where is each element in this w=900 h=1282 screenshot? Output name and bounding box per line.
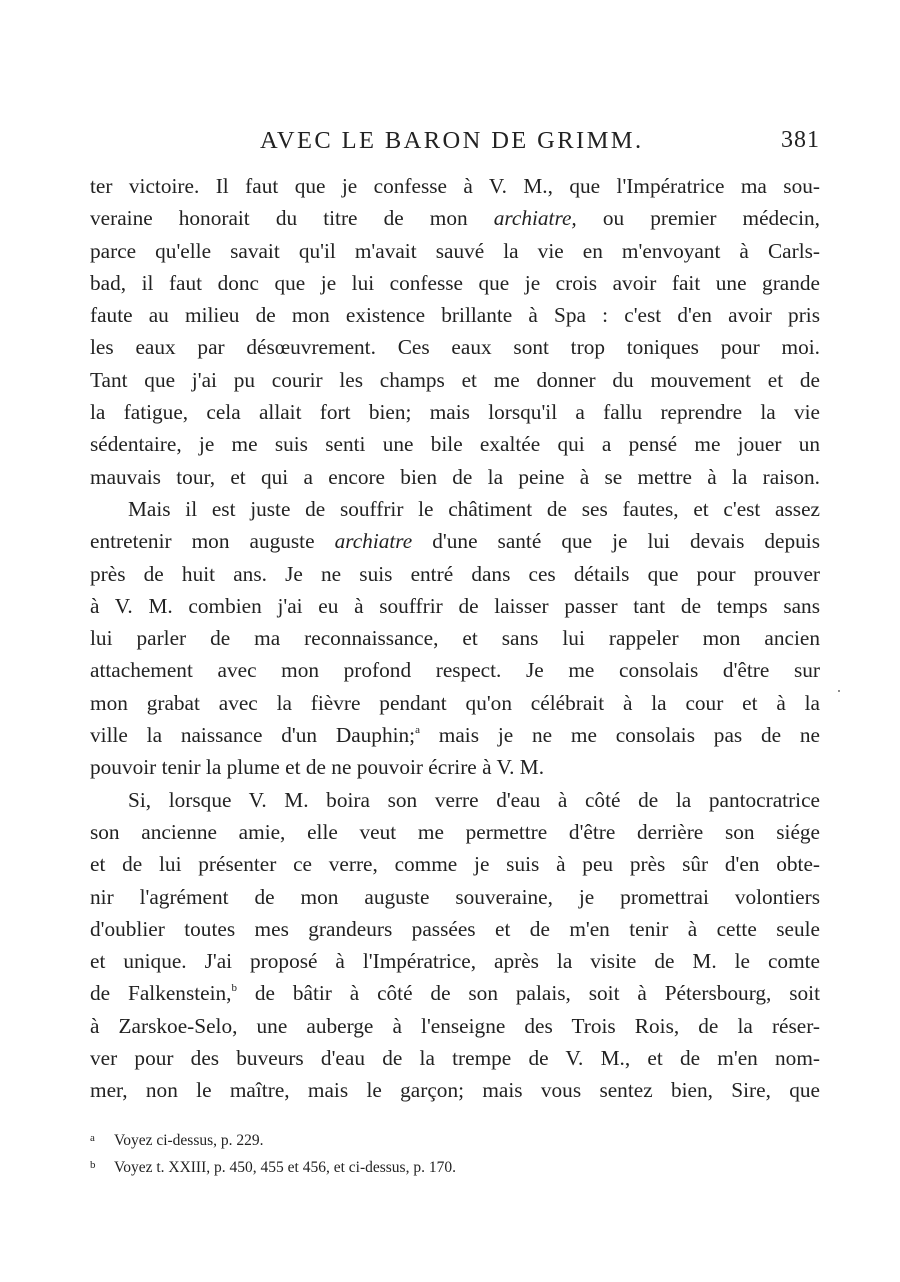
text-line: d'oublier toutes mes grandeurs passées et de m'en tenir à cette seule [90, 916, 820, 941]
text-line: pouvoir tenir la plume et de ne pouvoir écrire à V. M. [90, 755, 545, 780]
footnote-ref: a [415, 724, 420, 737]
footnote [90, 1126, 820, 1153]
text-line: la fatigue, cela allait fort bien; mais lorsqu'il a fallu reprendre la vie [90, 400, 820, 425]
text-line: nir l'agrément de mon auguste souveraine, je promettrai volontiers [90, 884, 820, 909]
text-line: son ancienne amie, elle veut me permettre d'être derrière son siége [90, 819, 820, 844]
text-line: ver pour des buveurs d'eau de la trempe de V. M., et de m'en nom- [90, 1046, 820, 1071]
footnote-mark: a [90, 1132, 95, 1144]
text-line: parce qu'elle savait qu'il m'avait sauvé la vie en m'envoyant à Carls- [90, 238, 820, 263]
text-line: bad, il faut donc que je lui confesse que je crois avoir fait une grande [90, 270, 820, 295]
margin-speck [838, 690, 840, 692]
text-line: mon grabat avec la fièvre pendant qu'on célébrait à la cour et à la [90, 690, 820, 715]
text-line: près de huit ans. Je ne suis entré dans ces détails que pour prouver [90, 561, 820, 586]
text-line: à V. M. combien j'ai eu à souffrir de laisser passer tant de temps sans [90, 593, 820, 618]
footnote-mark: b [90, 1159, 96, 1171]
text-line: veraine honorait du titre de mon archiatre, ou premier médecin, [90, 206, 820, 231]
text-line: et unique. J'ai proposé à l'Impératrice, après la visite de M. le comte [90, 949, 820, 974]
text-line: lui parler de ma reconnaissance, et sans lui rappeler mon ancien [90, 626, 820, 651]
running-head: AVEC LE BARON DE GRIMM. [260, 127, 644, 154]
text-line: ville la naissance d'un Dauphin;$^a$ mais je ne me consolais pas de ne [90, 723, 820, 748]
text-line: Mais il est juste de souffrir le châtiment de ses fautes, et c'est assez [128, 496, 820, 521]
body-text [90, 170, 820, 1107]
italic-term: archiatre, [493, 206, 577, 231]
footnotes [90, 1126, 820, 1180]
text-line: de Falkenstein,$^b$ de bâtir à côté de son palais, soit à Pétersbourg, soit [90, 981, 821, 1006]
footnote-text: Voyez t. XXIII, p. 450, 455 et 456, et ci-dessus, p. 170. [114, 1159, 456, 1176]
text-line: à Zarskoe-Selo, une auberge à l'enseigne des Trois Rois, de la réser- [90, 1013, 820, 1038]
text-line: mer, non le maître, mais le garçon; mais vous sentez bien, Sire, que [90, 1078, 820, 1103]
text-line: et de lui présenter ce verre, comme je suis à peu près sûr d'en obte- [90, 852, 820, 877]
text-line: mauvais tour, et qui a encore bien de la peine à se mettre à la raison. [90, 464, 820, 489]
text-line: Tant que j'ai pu courir les champs et me donner du mouvement et de [90, 367, 820, 392]
text-line: faute au milieu de mon existence brillante à Spa : c'est d'en avoir pris [90, 303, 820, 328]
footnote [90, 1153, 820, 1180]
text-line: sédentaire, je me suis senti une bile exaltée qui a pensé me jouer un [90, 432, 820, 457]
footnote-ref: b [231, 982, 237, 995]
text-line: entretenir mon auguste archiatre d'une santé que je lui devais depuis [90, 529, 821, 554]
text-line: Si, lorsque V. M. boira son verre d'eau à côté de la pantocratrice [128, 787, 820, 812]
footnote-text: Voyez ci-dessus, p. 229. [114, 1132, 264, 1149]
page-number: 381 [781, 127, 820, 153]
page-header [90, 127, 820, 159]
italic-term: archiatre [334, 529, 413, 554]
text-line: attachement avec mon profond respect. Je me consolais d'être sur [90, 658, 820, 683]
text-line: ter victoire. Il faut que je confesse à V. M., que l'Impératrice ma sou- [90, 174, 820, 198]
text-line: les eaux par désœuvrement. Ces eaux sont trop toniques pour moi. [90, 335, 820, 360]
